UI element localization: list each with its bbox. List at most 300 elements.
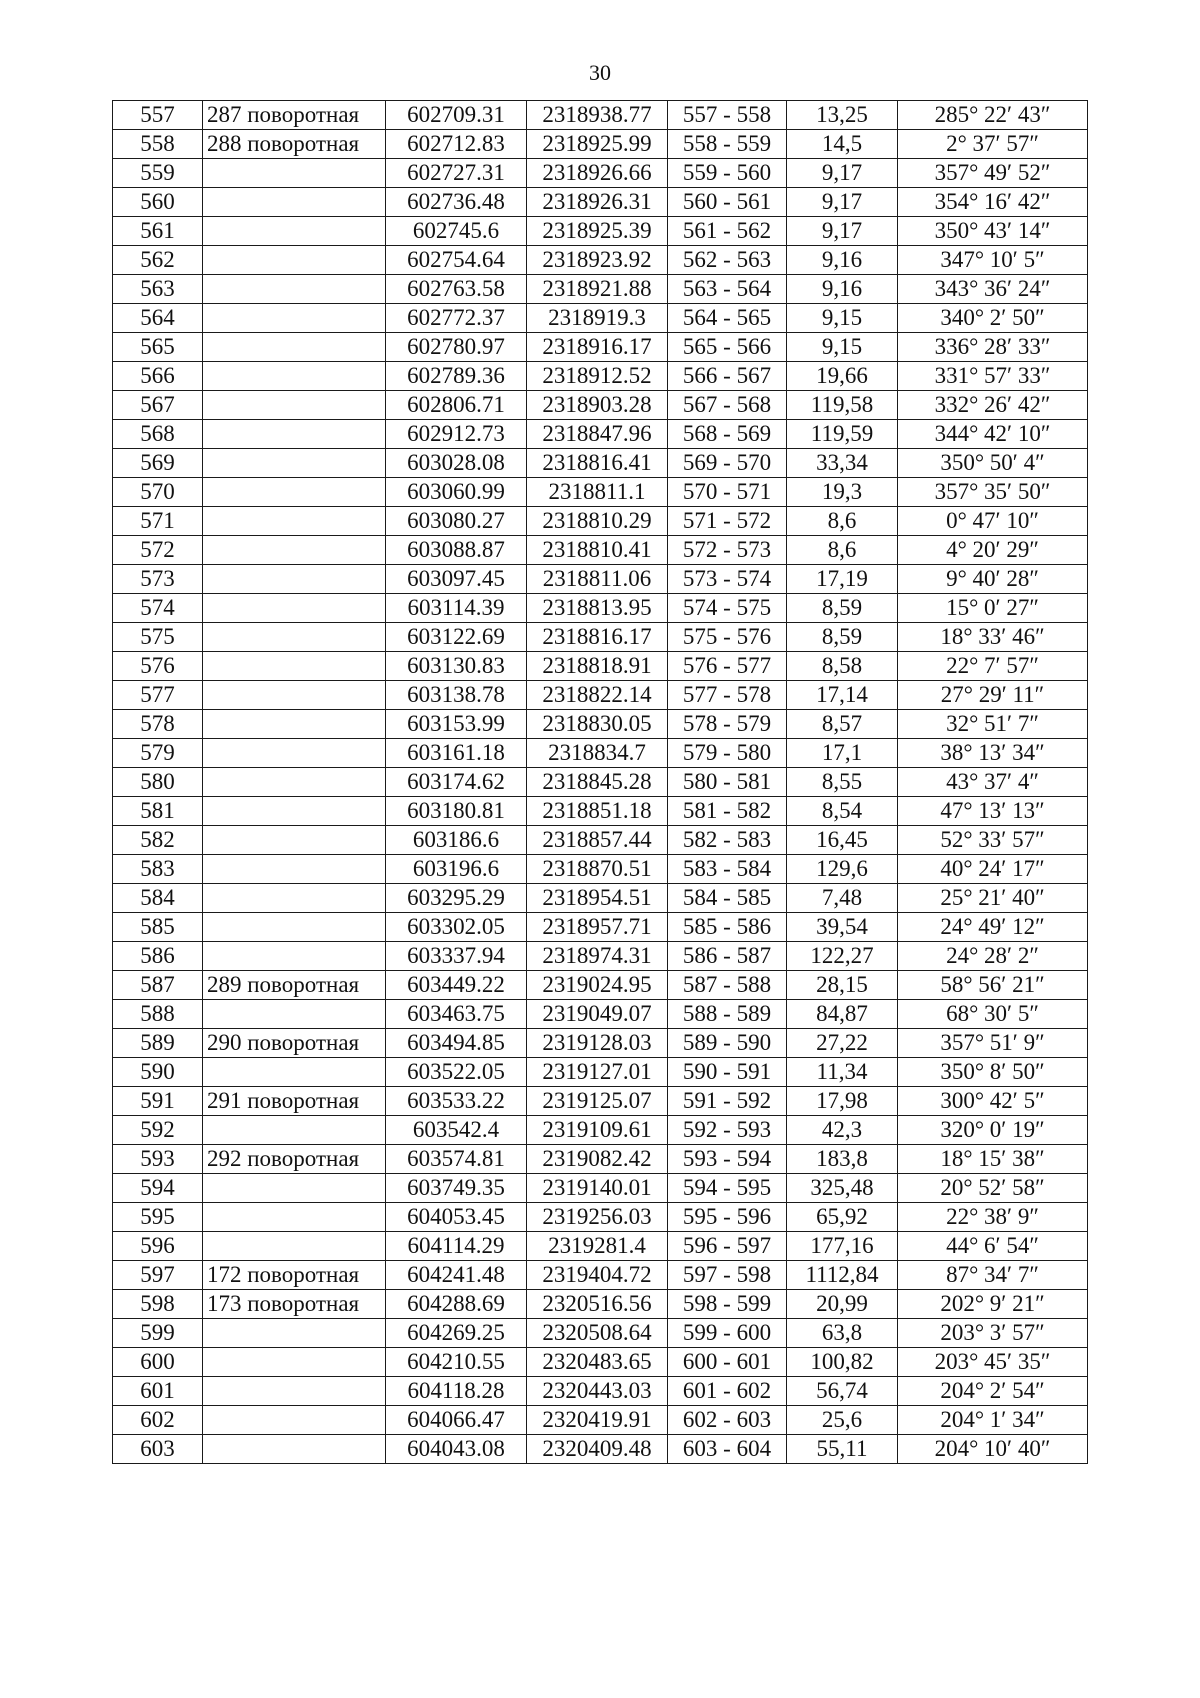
x-coordinate-cell: 603088.87 [386, 536, 527, 565]
x-coordinate-cell: 603153.99 [386, 710, 527, 739]
table-row [113, 420, 1088, 449]
y-coordinate-cell: 2318857.44 [527, 826, 668, 855]
azimuth-cell: 18° 33′ 46″ [898, 623, 1088, 652]
point-name-cell [203, 1174, 386, 1203]
length-cell: 1112,84 [787, 1261, 898, 1290]
coordinates-table [112, 100, 1088, 1464]
y-coordinate-cell: 2318845.28 [527, 768, 668, 797]
length-cell: 183,8 [787, 1145, 898, 1174]
length-cell: 8,55 [787, 768, 898, 797]
point-name-cell [203, 1203, 386, 1232]
length-cell: 9,16 [787, 275, 898, 304]
y-coordinate-cell: 2318916.17 [527, 333, 668, 362]
azimuth-cell: 332° 26′ 42″ [898, 391, 1088, 420]
length-cell: 9,15 [787, 304, 898, 333]
point-name-cell [203, 304, 386, 333]
length-cell: 7,48 [787, 884, 898, 913]
point-number-cell: 576 [113, 652, 203, 681]
point-name-cell [203, 797, 386, 826]
point-name-cell [203, 188, 386, 217]
x-coordinate-cell: 602772.37 [386, 304, 527, 333]
y-coordinate-cell: 2318816.41 [527, 449, 668, 478]
point-number-cell: 562 [113, 246, 203, 275]
segment-cell: 557 - 558 [668, 101, 787, 130]
azimuth-cell: 9° 40′ 28″ [898, 565, 1088, 594]
table-row [113, 275, 1088, 304]
length-cell: 9,15 [787, 333, 898, 362]
length-cell: 55,11 [787, 1435, 898, 1464]
x-coordinate-cell: 603463.75 [386, 1000, 527, 1029]
point-name-cell [203, 1116, 386, 1145]
x-coordinate-cell: 603130.83 [386, 652, 527, 681]
point-name-cell [203, 681, 386, 710]
table-row [113, 971, 1088, 1000]
azimuth-cell: 344° 42′ 10″ [898, 420, 1088, 449]
y-coordinate-cell: 2319125.07 [527, 1087, 668, 1116]
y-coordinate-cell: 2318816.17 [527, 623, 668, 652]
segment-cell: 577 - 578 [668, 681, 787, 710]
point-number-cell: 561 [113, 217, 203, 246]
azimuth-cell: 357° 49′ 52″ [898, 159, 1088, 188]
point-name-cell [203, 159, 386, 188]
y-coordinate-cell: 2318921.88 [527, 275, 668, 304]
segment-cell: 602 - 603 [668, 1406, 787, 1435]
segment-cell: 594 - 595 [668, 1174, 787, 1203]
segment-cell: 597 - 598 [668, 1261, 787, 1290]
azimuth-cell: 350° 43′ 14″ [898, 217, 1088, 246]
y-coordinate-cell: 2318925.99 [527, 130, 668, 159]
table-row [113, 333, 1088, 362]
length-cell: 8,54 [787, 797, 898, 826]
x-coordinate-cell: 602745.6 [386, 217, 527, 246]
table-row [113, 565, 1088, 594]
azimuth-cell: 340° 2′ 50″ [898, 304, 1088, 333]
segment-cell: 585 - 586 [668, 913, 787, 942]
point-name-cell [203, 594, 386, 623]
point-name-cell [203, 942, 386, 971]
point-number-cell: 603 [113, 1435, 203, 1464]
azimuth-cell: 347° 10′ 5″ [898, 246, 1088, 275]
point-name-cell [203, 1319, 386, 1348]
x-coordinate-cell: 604066.47 [386, 1406, 527, 1435]
length-cell: 19,3 [787, 478, 898, 507]
length-cell: 8,57 [787, 710, 898, 739]
table-row [113, 710, 1088, 739]
point-number-cell: 594 [113, 1174, 203, 1203]
x-coordinate-cell: 602789.36 [386, 362, 527, 391]
point-number-cell: 557 [113, 101, 203, 130]
y-coordinate-cell: 2319128.03 [527, 1029, 668, 1058]
point-number-cell: 596 [113, 1232, 203, 1261]
x-coordinate-cell: 603122.69 [386, 623, 527, 652]
table-row [113, 1058, 1088, 1087]
azimuth-cell: 300° 42′ 5″ [898, 1087, 1088, 1116]
table-row [113, 1116, 1088, 1145]
azimuth-cell: 285° 22′ 43″ [898, 101, 1088, 130]
segment-cell: 560 - 561 [668, 188, 787, 217]
point-number-cell: 593 [113, 1145, 203, 1174]
point-name-cell [203, 1232, 386, 1261]
x-coordinate-cell: 604118.28 [386, 1377, 527, 1406]
point-number-cell: 573 [113, 565, 203, 594]
azimuth-cell: 68° 30′ 5″ [898, 1000, 1088, 1029]
length-cell: 56,74 [787, 1377, 898, 1406]
segment-cell: 576 - 577 [668, 652, 787, 681]
length-cell: 325,48 [787, 1174, 898, 1203]
x-coordinate-cell: 603337.94 [386, 942, 527, 971]
table-row [113, 1174, 1088, 1203]
y-coordinate-cell: 2318818.91 [527, 652, 668, 681]
table-row [113, 681, 1088, 710]
y-coordinate-cell: 2318811.1 [527, 478, 668, 507]
x-coordinate-cell: 603522.05 [386, 1058, 527, 1087]
point-number-cell: 601 [113, 1377, 203, 1406]
azimuth-cell: 331° 57′ 33″ [898, 362, 1088, 391]
length-cell: 65,92 [787, 1203, 898, 1232]
x-coordinate-cell: 603097.45 [386, 565, 527, 594]
length-cell: 42,3 [787, 1116, 898, 1145]
point-name-cell: 288 поворотная [203, 130, 386, 159]
point-number-cell: 583 [113, 855, 203, 884]
point-number-cell: 599 [113, 1319, 203, 1348]
y-coordinate-cell: 2320443.03 [527, 1377, 668, 1406]
length-cell: 122,27 [787, 942, 898, 971]
point-number-cell: 572 [113, 536, 203, 565]
x-coordinate-cell: 602763.58 [386, 275, 527, 304]
azimuth-cell: 203° 45′ 35″ [898, 1348, 1088, 1377]
table-row [113, 159, 1088, 188]
length-cell: 16,45 [787, 826, 898, 855]
x-coordinate-cell: 603186.6 [386, 826, 527, 855]
y-coordinate-cell: 2318822.14 [527, 681, 668, 710]
y-coordinate-cell: 2319281.4 [527, 1232, 668, 1261]
table-row [113, 101, 1088, 130]
length-cell: 17,1 [787, 739, 898, 768]
x-coordinate-cell: 604053.45 [386, 1203, 527, 1232]
segment-cell: 570 - 571 [668, 478, 787, 507]
azimuth-cell: 87° 34′ 7″ [898, 1261, 1088, 1290]
x-coordinate-cell: 602806.71 [386, 391, 527, 420]
x-coordinate-cell: 603174.62 [386, 768, 527, 797]
x-coordinate-cell: 603542.4 [386, 1116, 527, 1145]
table-row [113, 1319, 1088, 1348]
x-coordinate-cell: 603080.27 [386, 507, 527, 536]
length-cell: 63,8 [787, 1319, 898, 1348]
point-name-cell: 173 поворотная [203, 1290, 386, 1319]
azimuth-cell: 343° 36′ 24″ [898, 275, 1088, 304]
y-coordinate-cell: 2320516.56 [527, 1290, 668, 1319]
point-number-cell: 558 [113, 130, 203, 159]
point-name-cell [203, 1348, 386, 1377]
point-number-cell: 586 [113, 942, 203, 971]
segment-cell: 561 - 562 [668, 217, 787, 246]
point-name-cell [203, 420, 386, 449]
azimuth-cell: 24° 49′ 12″ [898, 913, 1088, 942]
y-coordinate-cell: 2318926.31 [527, 188, 668, 217]
table-row [113, 768, 1088, 797]
segment-cell: 580 - 581 [668, 768, 787, 797]
point-name-cell [203, 1406, 386, 1435]
segment-cell: 567 - 568 [668, 391, 787, 420]
length-cell: 20,99 [787, 1290, 898, 1319]
table-row [113, 594, 1088, 623]
segment-cell: 587 - 588 [668, 971, 787, 1000]
table-row [113, 826, 1088, 855]
point-number-cell: 584 [113, 884, 203, 913]
table-row [113, 1232, 1088, 1261]
azimuth-cell: 203° 3′ 57″ [898, 1319, 1088, 1348]
length-cell: 11,34 [787, 1058, 898, 1087]
point-number-cell: 565 [113, 333, 203, 362]
segment-cell: 573 - 574 [668, 565, 787, 594]
table-row [113, 1261, 1088, 1290]
azimuth-cell: 58° 56′ 21″ [898, 971, 1088, 1000]
table-row [113, 623, 1088, 652]
segment-cell: 569 - 570 [668, 449, 787, 478]
segment-cell: 583 - 584 [668, 855, 787, 884]
azimuth-cell: 25° 21′ 40″ [898, 884, 1088, 913]
page-number: 30 [589, 60, 611, 85]
point-number-cell: 588 [113, 1000, 203, 1029]
length-cell: 39,54 [787, 913, 898, 942]
y-coordinate-cell: 2318926.66 [527, 159, 668, 188]
x-coordinate-cell: 603161.18 [386, 739, 527, 768]
x-coordinate-cell: 603295.29 [386, 884, 527, 913]
y-coordinate-cell: 2318847.96 [527, 420, 668, 449]
length-cell: 33,34 [787, 449, 898, 478]
point-number-cell: 563 [113, 275, 203, 304]
point-number-cell: 582 [113, 826, 203, 855]
y-coordinate-cell: 2318834.7 [527, 739, 668, 768]
point-name-cell [203, 217, 386, 246]
table-row [113, 188, 1088, 217]
azimuth-cell: 336° 28′ 33″ [898, 333, 1088, 362]
length-cell: 17,14 [787, 681, 898, 710]
length-cell: 100,82 [787, 1348, 898, 1377]
azimuth-cell: 38° 13′ 34″ [898, 739, 1088, 768]
y-coordinate-cell: 2318954.51 [527, 884, 668, 913]
y-coordinate-cell: 2318851.18 [527, 797, 668, 826]
segment-cell: 592 - 593 [668, 1116, 787, 1145]
point-name-cell [203, 536, 386, 565]
length-cell: 177,16 [787, 1232, 898, 1261]
table-row [113, 478, 1088, 507]
y-coordinate-cell: 2319082.42 [527, 1145, 668, 1174]
azimuth-cell: 350° 8′ 50″ [898, 1058, 1088, 1087]
table-row [113, 884, 1088, 913]
azimuth-cell: 44° 6′ 54″ [898, 1232, 1088, 1261]
segment-cell: 582 - 583 [668, 826, 787, 855]
x-coordinate-cell: 602712.83 [386, 130, 527, 159]
point-number-cell: 560 [113, 188, 203, 217]
length-cell: 84,87 [787, 1000, 898, 1029]
y-coordinate-cell: 2319127.01 [527, 1058, 668, 1087]
point-name-cell: 292 поворотная [203, 1145, 386, 1174]
y-coordinate-cell: 2318870.51 [527, 855, 668, 884]
point-name-cell [203, 333, 386, 362]
x-coordinate-cell: 603060.99 [386, 478, 527, 507]
y-coordinate-cell: 2318903.28 [527, 391, 668, 420]
table-row [113, 1029, 1088, 1058]
x-coordinate-cell: 604288.69 [386, 1290, 527, 1319]
segment-cell: 559 - 560 [668, 159, 787, 188]
point-number-cell: 575 [113, 623, 203, 652]
point-number-cell: 567 [113, 391, 203, 420]
length-cell: 28,15 [787, 971, 898, 1000]
x-coordinate-cell: 604043.08 [386, 1435, 527, 1464]
point-name-cell [203, 710, 386, 739]
segment-cell: 588 - 589 [668, 1000, 787, 1029]
azimuth-cell: 0° 47′ 10″ [898, 507, 1088, 536]
table-row [113, 652, 1088, 681]
x-coordinate-cell: 603449.22 [386, 971, 527, 1000]
point-number-cell: 585 [113, 913, 203, 942]
x-coordinate-cell: 602780.97 [386, 333, 527, 362]
point-number-cell: 600 [113, 1348, 203, 1377]
point-number-cell: 597 [113, 1261, 203, 1290]
x-coordinate-cell: 602727.31 [386, 159, 527, 188]
segment-cell: 600 - 601 [668, 1348, 787, 1377]
x-coordinate-cell: 603302.05 [386, 913, 527, 942]
point-number-cell: 595 [113, 1203, 203, 1232]
x-coordinate-cell: 604241.48 [386, 1261, 527, 1290]
azimuth-cell: 350° 50′ 4″ [898, 449, 1088, 478]
segment-cell: 575 - 576 [668, 623, 787, 652]
y-coordinate-cell: 2318912.52 [527, 362, 668, 391]
segment-cell: 578 - 579 [668, 710, 787, 739]
x-coordinate-cell: 603494.85 [386, 1029, 527, 1058]
table-row [113, 1348, 1088, 1377]
segment-cell: 591 - 592 [668, 1087, 787, 1116]
azimuth-cell: 27° 29′ 11″ [898, 681, 1088, 710]
table-row [113, 391, 1088, 420]
y-coordinate-cell: 2318919.3 [527, 304, 668, 333]
segment-cell: 595 - 596 [668, 1203, 787, 1232]
x-coordinate-cell: 602754.64 [386, 246, 527, 275]
point-number-cell: 559 [113, 159, 203, 188]
table-row [113, 1145, 1088, 1174]
azimuth-cell: 202° 9′ 21″ [898, 1290, 1088, 1319]
azimuth-cell: 52° 33′ 57″ [898, 826, 1088, 855]
segment-cell: 586 - 587 [668, 942, 787, 971]
y-coordinate-cell: 2319404.72 [527, 1261, 668, 1290]
table-row [113, 1435, 1088, 1464]
azimuth-cell: 22° 7′ 57″ [898, 652, 1088, 681]
length-cell: 9,17 [787, 159, 898, 188]
table-row [113, 536, 1088, 565]
point-number-cell: 589 [113, 1029, 203, 1058]
length-cell: 8,58 [787, 652, 898, 681]
segment-cell: 571 - 572 [668, 507, 787, 536]
point-name-cell [203, 362, 386, 391]
point-number-cell: 577 [113, 681, 203, 710]
point-name-cell [203, 565, 386, 594]
point-name-cell [203, 1377, 386, 1406]
point-number-cell: 590 [113, 1058, 203, 1087]
y-coordinate-cell: 2319256.03 [527, 1203, 668, 1232]
length-cell: 8,59 [787, 594, 898, 623]
x-coordinate-cell: 604210.55 [386, 1348, 527, 1377]
length-cell: 8,6 [787, 536, 898, 565]
point-name-cell [203, 1058, 386, 1087]
point-name-cell [203, 826, 386, 855]
point-number-cell: 587 [113, 971, 203, 1000]
length-cell: 19,66 [787, 362, 898, 391]
y-coordinate-cell: 2319049.07 [527, 1000, 668, 1029]
azimuth-cell: 357° 51′ 9″ [898, 1029, 1088, 1058]
segment-cell: 589 - 590 [668, 1029, 787, 1058]
segment-cell: 599 - 600 [668, 1319, 787, 1348]
y-coordinate-cell: 2318974.31 [527, 942, 668, 971]
length-cell: 13,25 [787, 101, 898, 130]
point-name-cell [203, 275, 386, 304]
length-cell: 17,19 [787, 565, 898, 594]
point-name-cell [203, 884, 386, 913]
point-number-cell: 566 [113, 362, 203, 391]
table-row [113, 797, 1088, 826]
table-row [113, 362, 1088, 391]
segment-cell: 598 - 599 [668, 1290, 787, 1319]
y-coordinate-cell: 2318923.92 [527, 246, 668, 275]
x-coordinate-cell: 604269.25 [386, 1319, 527, 1348]
point-name-cell [203, 507, 386, 536]
x-coordinate-cell: 603749.35 [386, 1174, 527, 1203]
table-row [113, 1406, 1088, 1435]
point-number-cell: 578 [113, 710, 203, 739]
x-coordinate-cell: 603114.39 [386, 594, 527, 623]
y-coordinate-cell: 2319140.01 [527, 1174, 668, 1203]
point-name-cell: 290 поворотная [203, 1029, 386, 1058]
table-row [113, 507, 1088, 536]
x-coordinate-cell: 602912.73 [386, 420, 527, 449]
x-coordinate-cell: 602736.48 [386, 188, 527, 217]
length-cell: 9,17 [787, 188, 898, 217]
azimuth-cell: 204° 2′ 54″ [898, 1377, 1088, 1406]
point-name-cell: 291 поворотная [203, 1087, 386, 1116]
coordinates-table-body [113, 101, 1088, 1464]
azimuth-cell: 4° 20′ 29″ [898, 536, 1088, 565]
y-coordinate-cell: 2320483.65 [527, 1348, 668, 1377]
point-name-cell: 289 поворотная [203, 971, 386, 1000]
length-cell: 9,16 [787, 246, 898, 275]
point-name-cell [203, 478, 386, 507]
point-number-cell: 569 [113, 449, 203, 478]
azimuth-cell: 43° 37′ 4″ [898, 768, 1088, 797]
point-name-cell [203, 1435, 386, 1464]
y-coordinate-cell: 2318938.77 [527, 101, 668, 130]
point-number-cell: 574 [113, 594, 203, 623]
table-row [113, 913, 1088, 942]
azimuth-cell: 22° 38′ 9″ [898, 1203, 1088, 1232]
table-row [113, 1000, 1088, 1029]
table-row [113, 739, 1088, 768]
x-coordinate-cell: 602709.31 [386, 101, 527, 130]
point-number-cell: 579 [113, 739, 203, 768]
point-name-cell [203, 652, 386, 681]
y-coordinate-cell: 2318810.29 [527, 507, 668, 536]
y-coordinate-cell: 2318813.95 [527, 594, 668, 623]
segment-cell: 563 - 564 [668, 275, 787, 304]
y-coordinate-cell: 2319109.61 [527, 1116, 668, 1145]
point-name-cell: 172 поворотная [203, 1261, 386, 1290]
point-number-cell: 591 [113, 1087, 203, 1116]
azimuth-cell: 24° 28′ 2″ [898, 942, 1088, 971]
table-row [113, 304, 1088, 333]
azimuth-cell: 20° 52′ 58″ [898, 1174, 1088, 1203]
length-cell: 27,22 [787, 1029, 898, 1058]
point-name-cell [203, 391, 386, 420]
point-name-cell [203, 913, 386, 942]
